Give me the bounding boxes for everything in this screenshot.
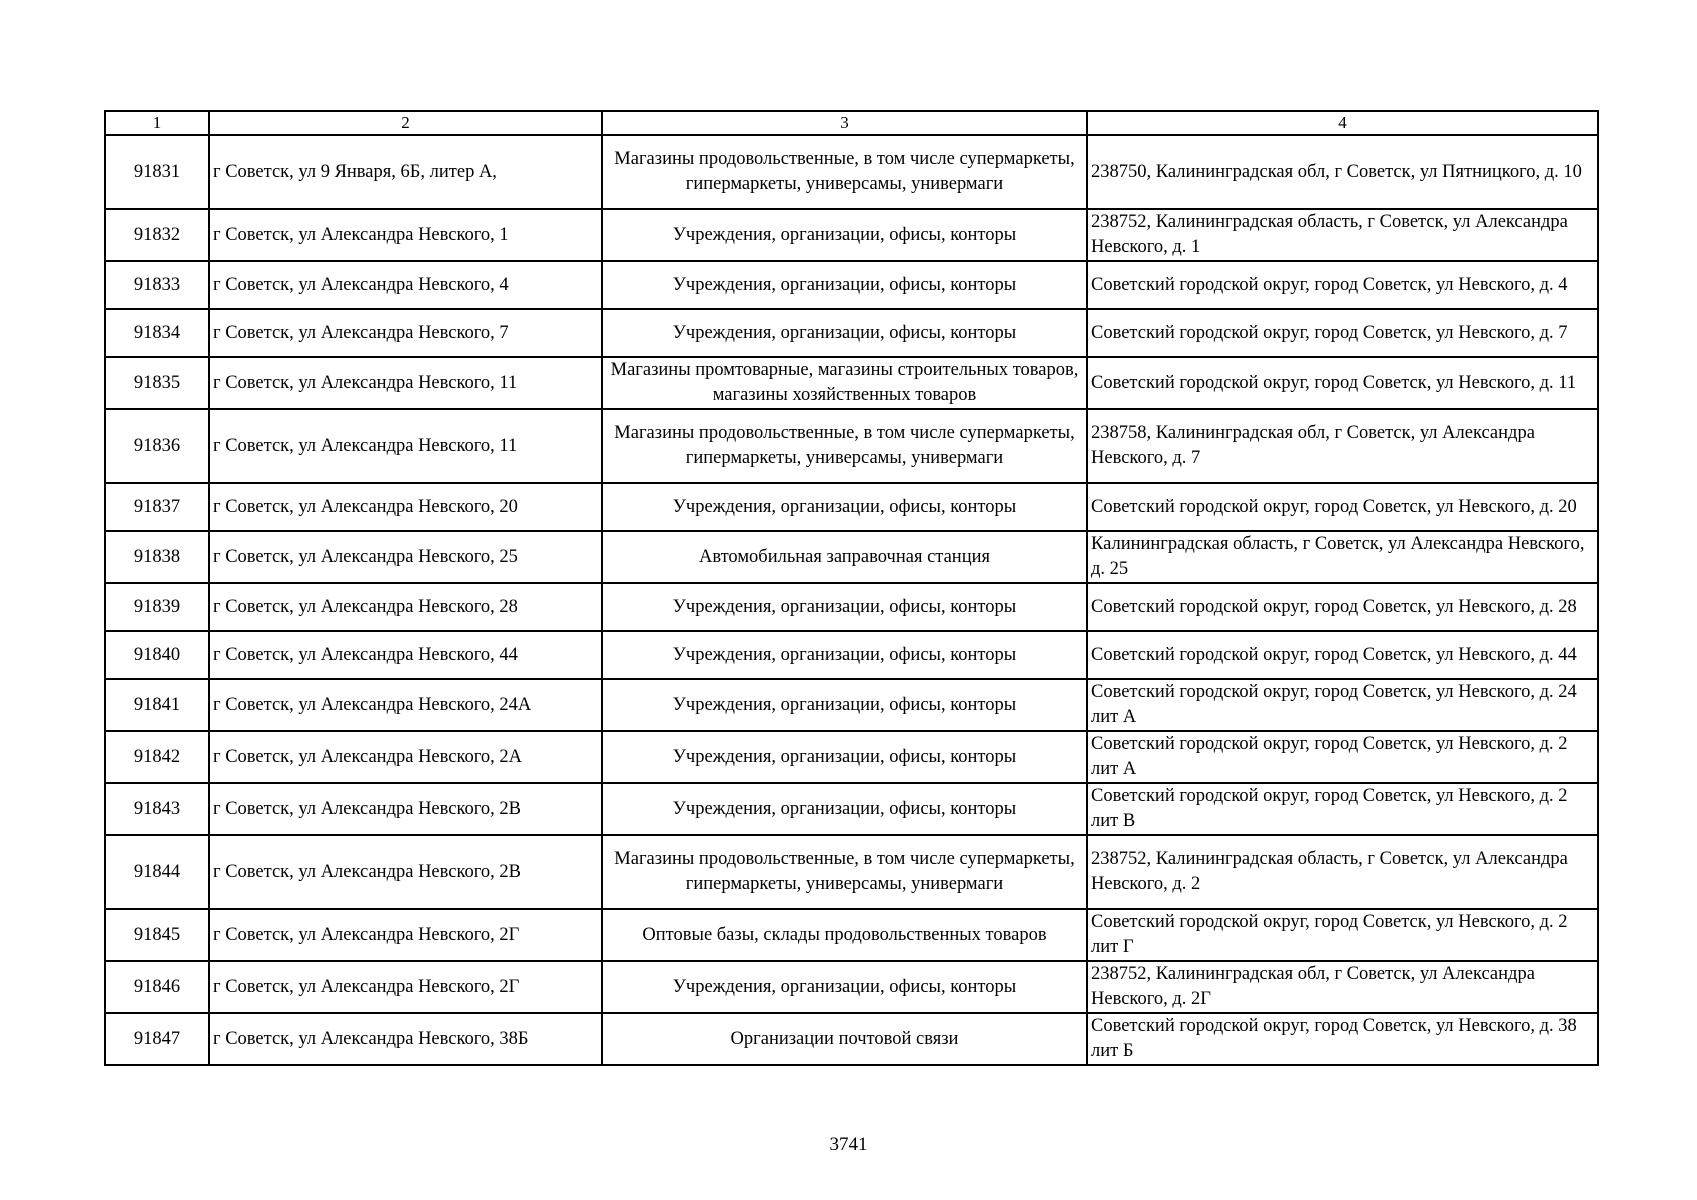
location-cell: Советский городской округ, город Советск, ул Невского, д. 38 лит Б <box>1087 1013 1598 1065</box>
table-row <box>105 209 1598 261</box>
address-cell: г Советск, ул Александра Невского, 7 <box>209 309 602 357</box>
table-row <box>105 1013 1598 1065</box>
table-row <box>105 483 1598 531</box>
table-row <box>105 835 1598 909</box>
address-cell: г Советск, ул Александра Невского, 28 <box>209 583 602 631</box>
location-cell: 238752, Калининградская область, г Советск, ул Александра Невского, д. 1 <box>1087 209 1598 261</box>
row-number-cell: 91842 <box>105 731 209 783</box>
row-number-cell: 91840 <box>105 631 209 679</box>
page-number: 3741 <box>829 1134 868 1155</box>
row-number-cell: 91836 <box>105 409 209 483</box>
location-cell: Советский городской округ, город Советск, ул Невского, д. 44 <box>1087 631 1598 679</box>
table-row <box>105 583 1598 631</box>
object-type-cell: Учреждения, организации, офисы, конторы <box>602 631 1087 679</box>
location-cell: Советский городской округ, город Советск, ул Невского, д. 24 лит А <box>1087 679 1598 731</box>
table-row <box>105 409 1598 483</box>
row-number-cell: 91843 <box>105 783 209 835</box>
table-row <box>105 679 1598 731</box>
location-cell: Советский городской округ, город Советск, ул Невского, д. 7 <box>1087 309 1598 357</box>
object-type-cell: Учреждения, организации, офисы, конторы <box>602 961 1087 1013</box>
table-body <box>105 135 1598 1065</box>
address-cell: г Советск, ул Александра Невского, 20 <box>209 483 602 531</box>
row-number-cell: 91841 <box>105 679 209 731</box>
table-row <box>105 357 1598 409</box>
address-cell: г Советск, ул Александра Невского, 2А <box>209 731 602 783</box>
table-row <box>105 261 1598 309</box>
location-cell: Советский городской округ, город Советск, ул Невского, д. 2 лит Г <box>1087 909 1598 961</box>
object-type-cell: Магазины продовольственные, в том числе супермаркеты, гипермаркеты, универсамы, универмаги <box>602 835 1087 909</box>
row-number-cell: 91834 <box>105 309 209 357</box>
location-cell: 238752, Калининградская область, г Советск, ул Александра Невского, д. 2 <box>1087 835 1598 909</box>
table-row <box>105 631 1598 679</box>
address-cell: г Советск, ул Александра Невского, 11 <box>209 409 602 483</box>
address-cell: г Советск, ул Александра Невского, 2В <box>209 783 602 835</box>
location-cell: 238750, Калининградская обл, г Советск, ул Пятницкого, д. 10 <box>1087 135 1598 209</box>
row-number-cell: 91844 <box>105 835 209 909</box>
row-number-cell: 91847 <box>105 1013 209 1065</box>
row-number-cell: 91839 <box>105 583 209 631</box>
address-cell: г Советск, ул Александра Невского, 2Г <box>209 961 602 1013</box>
object-type-cell: Учреждения, организации, офисы, конторы <box>602 261 1087 309</box>
row-number-cell: 91846 <box>105 961 209 1013</box>
row-number-cell: 91838 <box>105 531 209 583</box>
address-cell: г Советск, ул Александра Невского, 24А <box>209 679 602 731</box>
location-cell: Советский городской округ, город Советск, ул Невского, д. 4 <box>1087 261 1598 309</box>
table-row <box>105 909 1598 961</box>
location-cell: Советский городской округ, город Советск, ул Невского, д. 11 <box>1087 357 1598 409</box>
object-type-cell: Магазины продовольственные, в том числе супермаркеты, гипермаркеты, универсамы, универмаги <box>602 135 1087 209</box>
column-header-4: 4 <box>1087 111 1598 135</box>
table-header <box>105 111 1598 135</box>
address-cell: г Советск, ул Александра Невского, 25 <box>209 531 602 583</box>
location-cell: Советский городской округ, город Советск, ул Невского, д. 28 <box>1087 583 1598 631</box>
address-cell: г Советск, ул Александра Невского, 4 <box>209 261 602 309</box>
column-header-3: 3 <box>602 111 1087 135</box>
object-type-cell: Учреждения, организации, офисы, конторы <box>602 309 1087 357</box>
object-type-cell: Учреждения, организации, офисы, конторы <box>602 679 1087 731</box>
location-cell: Советский городской округ, город Советск, ул Невского, д. 2 лит В <box>1087 783 1598 835</box>
object-type-cell: Автомобильная заправочная станция <box>602 531 1087 583</box>
address-cell: г Советск, ул Александра Невского, 38Б <box>209 1013 602 1065</box>
object-type-cell: Учреждения, организации, офисы, конторы <box>602 731 1087 783</box>
object-type-cell: Оптовые базы, склады продовольственных товаров <box>602 909 1087 961</box>
table-row <box>105 783 1598 835</box>
table-row <box>105 531 1598 583</box>
object-type-cell: Магазины продовольственные, в том числе супермаркеты, гипермаркеты, универсамы, универмаги <box>602 409 1087 483</box>
object-type-cell: Учреждения, организации, офисы, конторы <box>602 209 1087 261</box>
location-cell: Советский городской округ, город Советск, ул Невского, д. 2 лит А <box>1087 731 1598 783</box>
address-cell: г Советск, ул Александра Невского, 11 <box>209 357 602 409</box>
row-number-cell: 91833 <box>105 261 209 309</box>
row-number-cell: 91832 <box>105 209 209 261</box>
table-row <box>105 135 1598 209</box>
object-type-cell: Учреждения, организации, офисы, конторы <box>602 483 1087 531</box>
table-row <box>105 731 1598 783</box>
object-type-cell: Учреждения, организации, офисы, конторы <box>602 583 1087 631</box>
row-number-cell: 91835 <box>105 357 209 409</box>
header-row <box>105 111 1598 135</box>
location-cell: Советский городской округ, город Советск, ул Невского, д. 20 <box>1087 483 1598 531</box>
location-cell: Калининградская область, г Советск, ул Александра Невского, д. 25 <box>1087 531 1598 583</box>
object-type-cell: Магазины промтоварные, магазины строительных товаров, магазины хозяйственных товаров <box>602 357 1087 409</box>
address-cell: г Советск, ул Александра Невского, 1 <box>209 209 602 261</box>
row-number-cell: 91831 <box>105 135 209 209</box>
table-row <box>105 309 1598 357</box>
row-number-cell: 91845 <box>105 909 209 961</box>
address-cell: г Советск, ул 9 Января, 6Б, литер А, <box>209 135 602 209</box>
table-row <box>105 961 1598 1013</box>
location-cell: 238758, Калининградская обл, г Советск, ул Александра Невского, д. 7 <box>1087 409 1598 483</box>
address-cell: г Советск, ул Александра Невского, 44 <box>209 631 602 679</box>
location-cell: 238752, Калининградская обл, г Советск, ул Александра Невского, д. 2Г <box>1087 961 1598 1013</box>
object-type-cell: Организации почтовой связи <box>602 1013 1087 1065</box>
column-header-2: 2 <box>209 111 602 135</box>
address-cell: г Советск, ул Александра Невского, 2В <box>209 835 602 909</box>
address-cell: г Советск, ул Александра Невского, 2Г <box>209 909 602 961</box>
column-header-1: 1 <box>105 111 209 135</box>
object-type-cell: Учреждения, организации, офисы, конторы <box>602 783 1087 835</box>
registry-table <box>104 110 1599 1066</box>
row-number-cell: 91837 <box>105 483 209 531</box>
